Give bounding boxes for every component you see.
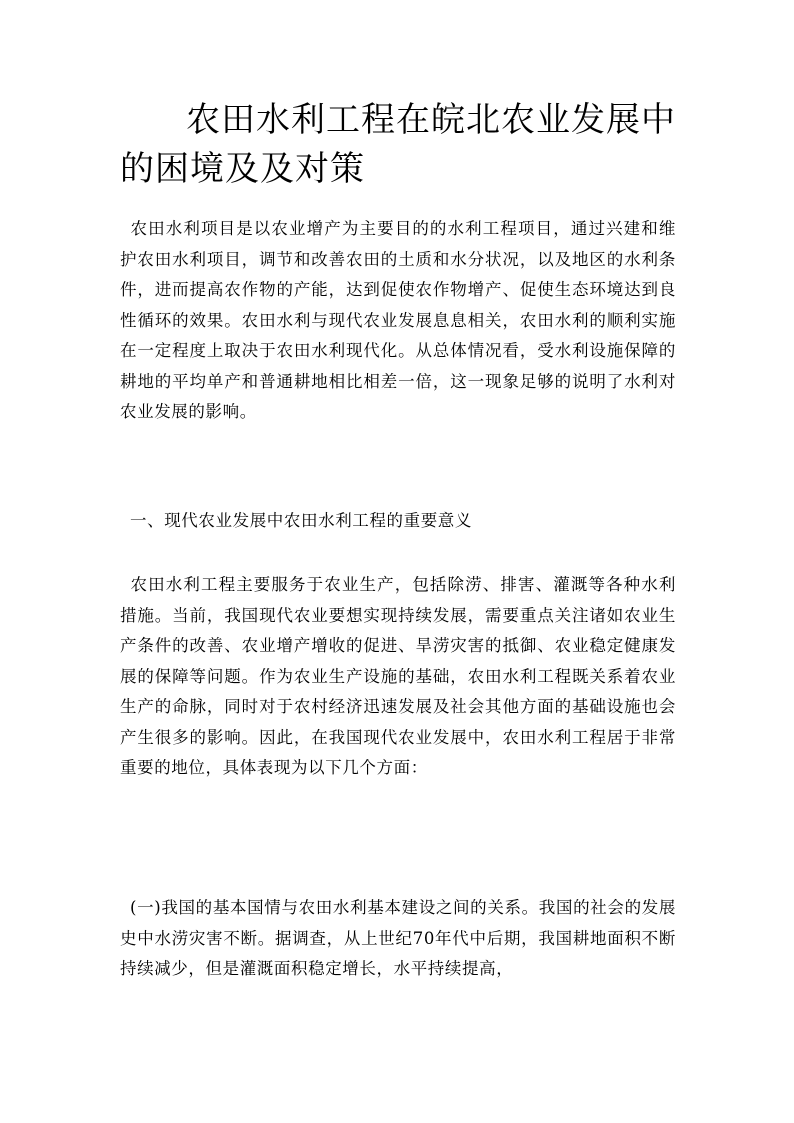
subsection-paragraph xyxy=(120,893,676,985)
section-heading-text: 一、现代农业发展中农田水利工程的重要意义 xyxy=(130,511,472,530)
section-paragraph-text: 农田水利工程主要服务于农业生产，包括除涝、排害、灌溉等各种水利措施。当前，我国现代农业要想实现持续发展，需要重点关注诸如农业生产条件的改善、农业增产增收的促进、旱涝灾害的抵御、农业稳定健康发展的保障等问题。作为农业生产设施的基础，农田水利工程既关系着农业生产的命脉，同时对于农村经济迅速发展及社会其他方面的基础设施也会产生很多的影响。因此，在我国现代农业发展中，农田水利工程居于非常重要的地位，具体表现为以下几个方面： xyxy=(120,575,676,777)
intro-paragraph-text: 农田水利项目是以农业增产为主要目的的水利工程项目，通过兴建和维护农田水利项目，调节和改善农田的土质和水分状况，以及地区的水利条件，进而提高农作物的产能，达到促使农作物增产、促使生态环境达到良性循环的效果。农田水利与现代农业发展息息相关，农田水利的顺利实施在一定程度上取决于农田水利现代化。从总体情况看，受水利设施保障的耕地的平均单产和普通耕地相比相差一倍，这一现象足够的说明了水利对农业发展的影响。 xyxy=(120,219,676,421)
document-title xyxy=(120,96,680,194)
subsection-paragraph-text: (一)我国的基本国情与农田水利基本建设之间的关系。我国的社会的发展史中水涝灾害不断。据调查，从上世纪70年代中后期，我国耕地面积不断持续减少，但是灌溉面积稳定增长，水平持续提高， xyxy=(120,898,676,978)
document-title-text: 农田水利工程在皖北农业发展中的困境及及对策 xyxy=(120,100,676,189)
section-paragraph xyxy=(120,570,676,784)
intro-paragraph xyxy=(120,214,676,428)
section-heading xyxy=(120,506,676,537)
